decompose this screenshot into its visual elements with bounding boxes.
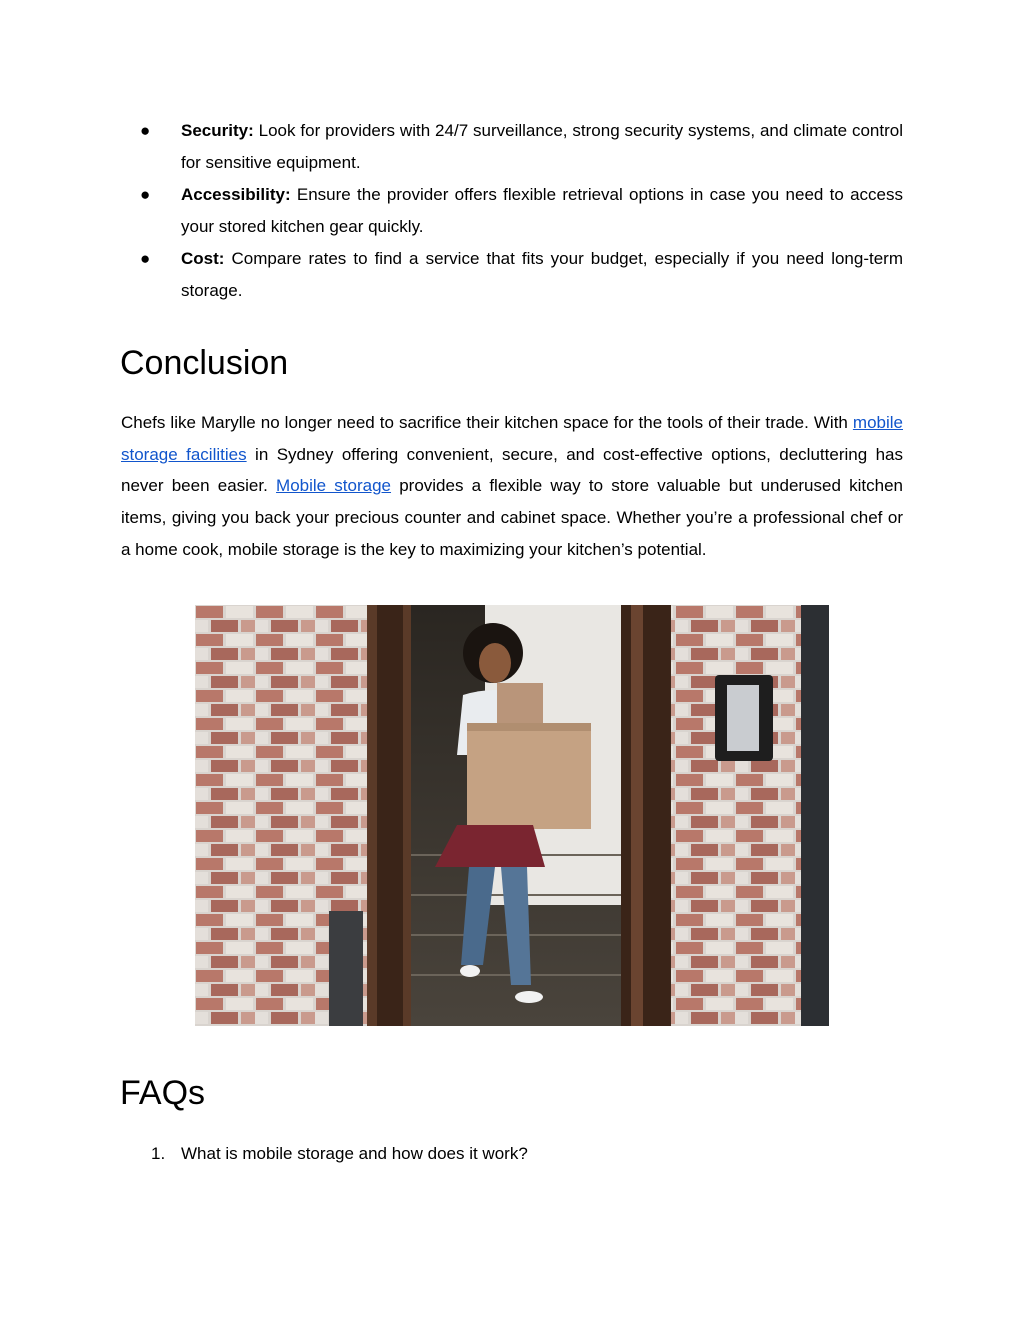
bullet-marker: ● bbox=[140, 185, 151, 204]
bullet-marker: ● bbox=[140, 249, 151, 268]
paragraph-text: Chefs like Marylle no longer need to sacrifice their kitchen space for the tools of their trade. With bbox=[121, 413, 853, 432]
conclusion-heading: Conclusion bbox=[120, 344, 289, 382]
conclusion-paragraph bbox=[121, 407, 903, 566]
bullet-text: Ensure the provider offers flexible retrieval options in case you need to access your stored kitchen gear quickly. bbox=[181, 185, 903, 236]
faqs-heading: FAQs bbox=[120, 1074, 206, 1112]
bullet-text: Compare rates to find a service that fits your budget, especially if you need long-term storage. bbox=[181, 249, 903, 300]
faq-number: 1. bbox=[151, 1144, 166, 1163]
bullet-marker: ● bbox=[140, 121, 151, 140]
list-item bbox=[121, 115, 903, 179]
faq-item bbox=[121, 1138, 903, 1170]
list-item bbox=[121, 179, 903, 243]
woman-carrying-boxes-photo bbox=[195, 605, 829, 1026]
bullet-label: Cost: bbox=[181, 249, 225, 268]
criteria-list bbox=[121, 115, 903, 307]
faq-question: What is mobile storage and how does it work? bbox=[181, 1144, 528, 1163]
photo-illustration bbox=[195, 605, 829, 1026]
faq-list bbox=[121, 1138, 903, 1170]
bullet-text: Look for providers with 24/7 surveillance, strong security systems, and climate control for sensitive equipment. bbox=[181, 121, 903, 172]
mobile-storage-link[interactable]: Mobile storage bbox=[276, 476, 392, 496]
paragraph-text: in Sydney offering convenient, secure, and cost-effective options, decluttering has never been easier. bbox=[121, 444, 904, 496]
list-item bbox=[121, 243, 903, 307]
mobile-storage-facilities-link[interactable]: mobile storage facilities bbox=[121, 413, 903, 464]
bullet-label: Security: bbox=[181, 121, 254, 140]
paragraph-text: provides a flexible way to store valuable but underused kitchen items, giving you back your precious counter and cabinet space. Whether you’re a professional chef or a home cook, mobile storage is the key to maximizing your kitchen’s potential. bbox=[121, 476, 903, 559]
bullet-label: Accessibility: bbox=[181, 185, 291, 204]
